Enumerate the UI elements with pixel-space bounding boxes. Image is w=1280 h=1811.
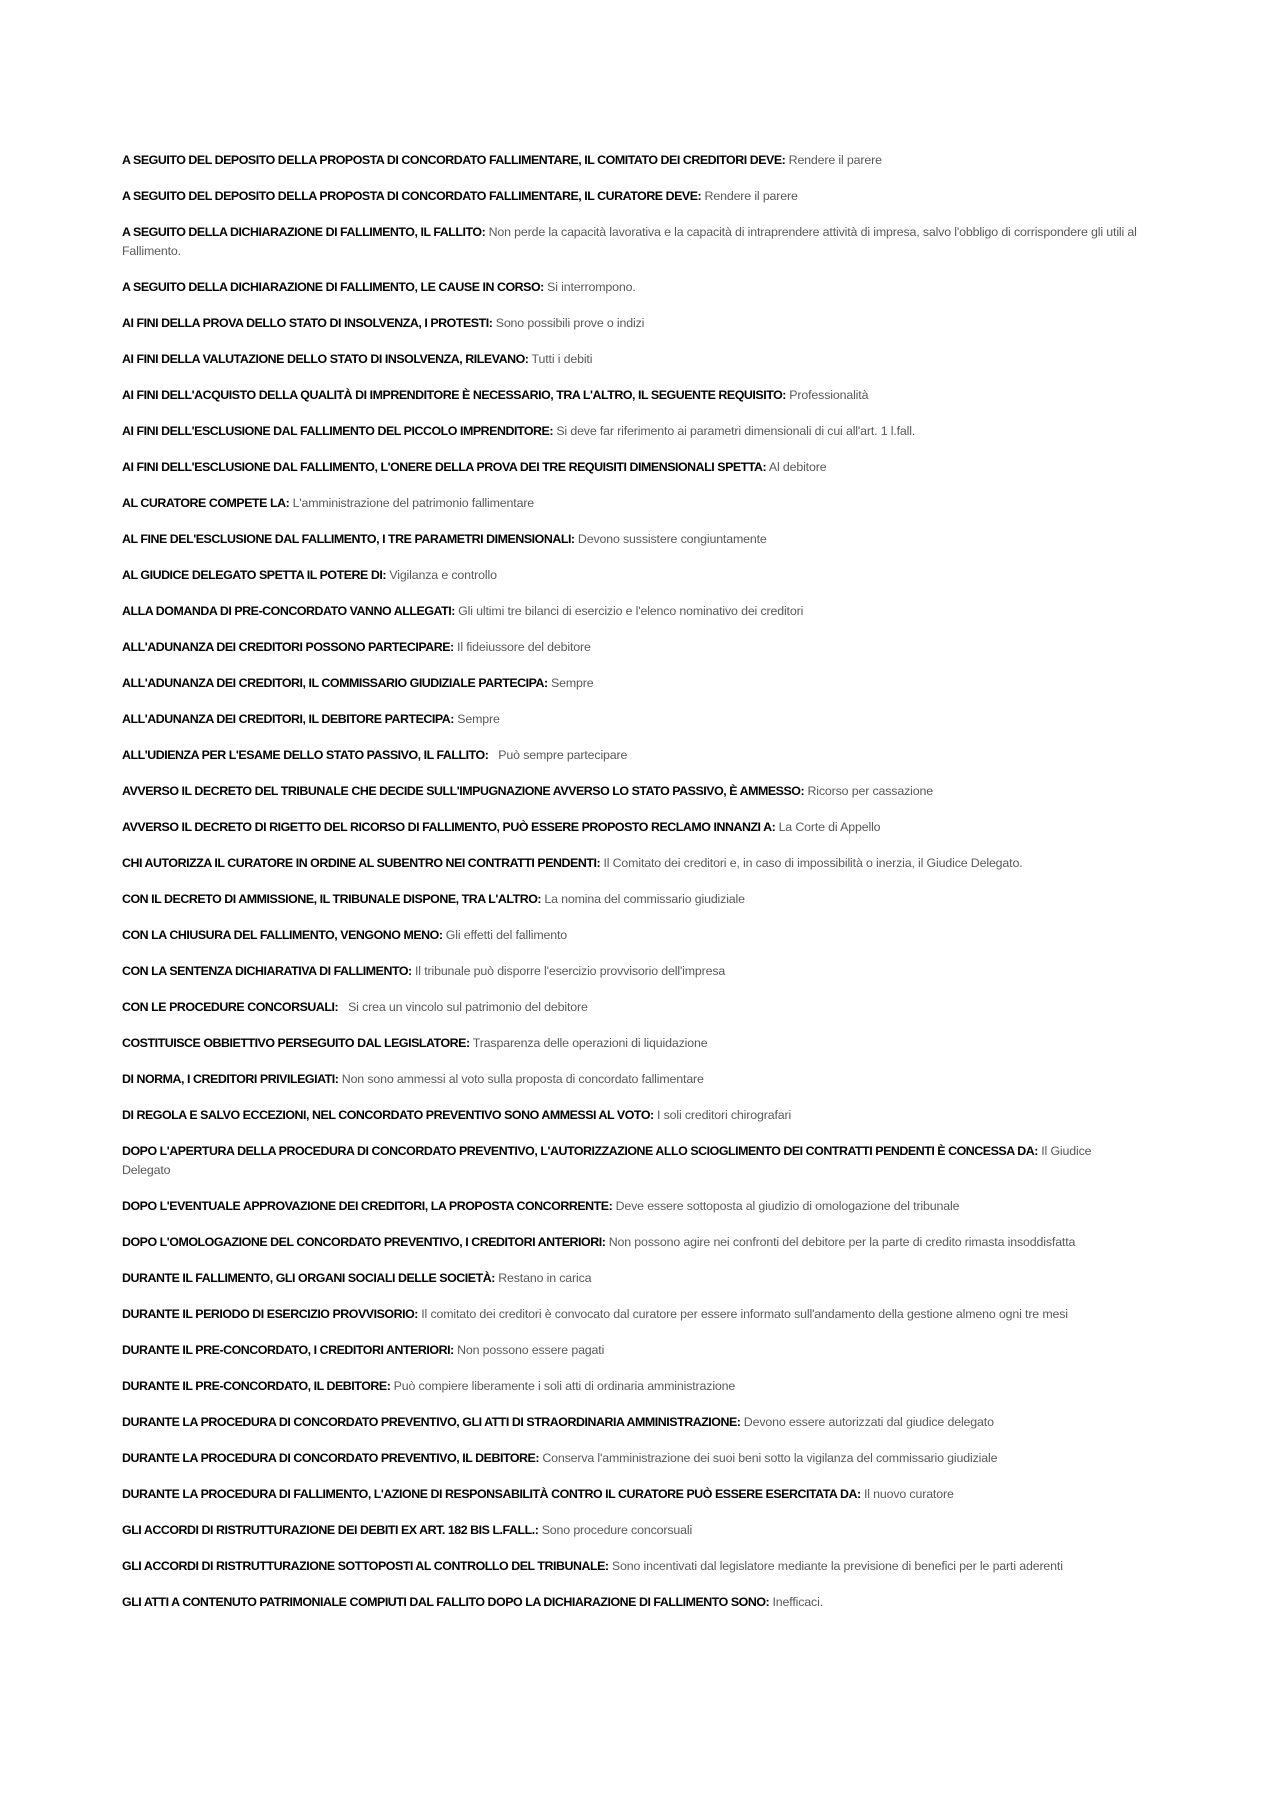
answer-text: Inefficaci.	[772, 1595, 823, 1609]
question-text: A SEGUITO DEL DEPOSITO DELLA PROPOSTA DI CONCORDATO FALLIMENTARE, IL COMITATO DEI CREDITORI DEVE:	[122, 153, 786, 167]
qa-entry	[122, 1305, 1140, 1324]
answer-text: Può compiere liberamente i soli atti di ordinaria amministrazione	[393, 1379, 736, 1393]
qa-entry	[122, 1593, 1140, 1612]
qa-entry	[122, 422, 1140, 441]
answer-text: I soli creditori chirografari	[657, 1108, 792, 1122]
answer-text: Non possono essere pagati	[457, 1343, 605, 1357]
question-text: GLI ATTI A CONTENUTO PATRIMONIALE COMPIUTI DAL FALLITO DOPO LA DICHIARAZIONE DI FALLIMENTO SONO:	[122, 1595, 770, 1609]
qa-entry	[122, 1413, 1140, 1432]
qa-entry	[122, 638, 1140, 657]
question-text: DI NORMA, I CREDITORI PRIVILEGIATI:	[122, 1072, 339, 1086]
qa-entry	[122, 1034, 1140, 1053]
answer-text: Non perde la capacità lavorativa e la capacità di intraprendere attività di impresa, salvo l'obbligo di corrispondere gli utili al Fallimento.	[122, 225, 1141, 258]
qa-entry	[122, 314, 1140, 333]
answer-text: La Corte di Appello	[778, 820, 881, 834]
qa-entry	[122, 746, 1140, 765]
answer-text: Gli ultimi tre bilanci di esercizio e l'elenco nominativo dei creditori	[458, 604, 804, 618]
question-text: AI FINI DELLA VALUTAZIONE DELLO STATO DI INSOLVENZA, RILEVANO:	[122, 352, 529, 366]
qa-entry	[122, 1269, 1140, 1288]
question-text: CHI AUTORIZZA IL CURATORE IN ORDINE AL SUBENTRO NEI CONTRATTI PENDENTI:	[122, 856, 601, 870]
qa-entry	[122, 1557, 1140, 1576]
question-text: DURANTE LA PROCEDURA DI CONCORDATO PREVENTIVO, IL DEBITORE:	[122, 1451, 540, 1465]
question-text: COSTITUISCE OBBIETTIVO PERSEGUITO DAL LEGISLATORE:	[122, 1036, 470, 1050]
answer-text: Devono sussistere congiuntamente	[577, 532, 767, 546]
qa-entry	[122, 926, 1140, 945]
answer-text: Al debitore	[768, 460, 827, 474]
qa-entry	[122, 1142, 1140, 1180]
qa-entry	[122, 151, 1140, 170]
question-text: CON LA CHIUSURA DEL FALLIMENTO, VENGONO MENO:	[122, 928, 443, 942]
answer-text: Sempre	[551, 676, 594, 690]
question-text: DURANTE IL PERIODO DI ESERCIZIO PROVVISORIO:	[122, 1307, 418, 1321]
answer-text: Si deve far riferimento ai parametri dimensionali di cui all'art. 1 l.fall.	[556, 424, 916, 438]
qa-entry	[122, 494, 1140, 513]
answer-text: Tutti i debiti	[531, 352, 593, 366]
qa-entry	[122, 998, 1140, 1017]
question-text: A SEGUITO DELLA DICHIARAZIONE DI FALLIMENTO, LE CAUSE IN CORSO:	[122, 280, 544, 294]
answer-text: L'amministrazione del patrimonio fallimentare	[292, 496, 535, 510]
qa-list	[122, 151, 1140, 1612]
answer-text: Il fideiussore del debitore	[457, 640, 591, 654]
qa-entry	[122, 1341, 1140, 1360]
answer-text: Il Giudice Delegato	[122, 1144, 1095, 1177]
answer-text: Non possono agire nei confronti del debitore per la parte di credito rimasta insoddisfatta	[608, 1235, 1076, 1249]
qa-entry	[122, 1377, 1140, 1396]
question-text: DURANTE LA PROCEDURA DI FALLIMENTO, L'AZIONE DI RESPONSABILITÀ CONTRO IL CURATORE PUÒ ESSERE ESERCITATA DA:	[122, 1487, 861, 1501]
question-text: DURANTE LA PROCEDURA DI CONCORDATO PREVENTIVO, GLI ATTI DI STRAORDINARIA AMMINISTRAZIONE:	[122, 1415, 741, 1429]
qa-entry	[122, 1233, 1140, 1252]
qa-entry	[122, 782, 1140, 801]
answer-text: Sono incentivati dal legislatore mediante la previsione di benefici per le parti aderenti	[611, 1559, 1063, 1573]
answer-text: Il comitato dei creditori è convocato dal curatore per essere informato sull'andamento della gestione almeno ogni tre mesi	[421, 1307, 1068, 1321]
answer-text: Rendere il parere	[704, 189, 798, 203]
question-text: ALL'ADUNANZA DEI CREDITORI, IL COMMISSARIO GIUDIZIALE PARTECIPA:	[122, 676, 548, 690]
question-text: AL GIUDICE DELEGATO SPETTA IL POTERE DI:	[122, 568, 387, 582]
question-text: AVVERSO IL DECRETO DI RIGETTO DEL RICORSO DI FALLIMENTO, PUÒ ESSERE PROPOSTO RECLAMO INNANZI A:	[122, 820, 776, 834]
answer-text: Sono possibili prove o indizi	[495, 316, 645, 330]
qa-entry	[122, 1485, 1140, 1504]
answer-text: Vigilanza e controllo	[389, 568, 497, 582]
answer-text: Devono essere autorizzati dal giudice delegato	[743, 1415, 994, 1429]
answer-text: Il Comitato dei creditori e, in caso di impossibilità o inerzia, il Giudice Delegato.	[603, 856, 1023, 870]
answer-text: Restano in carica	[498, 1271, 592, 1285]
question-text: CON LE PROCEDURE CONCORSUALI:	[122, 1000, 339, 1014]
question-text: ALL'ADUNANZA DEI CREDITORI POSSONO PARTECIPARE:	[122, 640, 454, 654]
question-text: A SEGUITO DELLA DICHIARAZIONE DI FALLIMENTO, IL FALLITO:	[122, 225, 486, 239]
answer-text: Deve essere sottoposta al giudizio di omologazione del tribunale	[615, 1199, 960, 1213]
question-text: ALL'ADUNANZA DEI CREDITORI, IL DEBITORE PARTECIPA:	[122, 712, 454, 726]
answer-text: Il nuovo curatore	[863, 1487, 954, 1501]
qa-entry	[122, 710, 1140, 729]
qa-entry	[122, 1197, 1140, 1216]
question-text: AI FINI DELL'ESCLUSIONE DAL FALLIMENTO DEL PICCOLO IMPRENDITORE:	[122, 424, 554, 438]
question-text: DOPO L'EVENTUALE APPROVAZIONE DEI CREDITORI, LA PROPOSTA CONCORRENTE:	[122, 1199, 613, 1213]
question-text: DURANTE IL PRE-CONCORDATO, I CREDITORI ANTERIORI:	[122, 1343, 454, 1357]
answer-text: Il tribunale può disporre l'esercizio provvisorio dell'impresa	[415, 964, 726, 978]
question-text: AI FINI DELL'ACQUISTO DELLA QUALITÀ DI IMPRENDITORE È NECESSARIO, TRA L'ALTRO, IL SEGUENTE REQUISITO:	[122, 388, 786, 402]
question-text: CON IL DECRETO DI AMMISSIONE, IL TRIBUNALE DISPONE, TRA L'ALTRO:	[122, 892, 542, 906]
question-text: AVVERSO IL DECRETO DEL TRIBUNALE CHE DECIDE SULL'IMPUGNAZIONE AVVERSO LO STATO PASSIVO, È AMMESSO:	[122, 784, 805, 798]
question-text: AI FINI DELLA PROVA DELLO STATO DI INSOLVENZA, I PROTESTI:	[122, 316, 493, 330]
question-text: AL CURATORE COMPETE LA:	[122, 496, 290, 510]
answer-text: Sempre	[457, 712, 500, 726]
answer-text: Gli effetti del fallimento	[445, 928, 568, 942]
qa-entry	[122, 854, 1140, 873]
answer-text: Può sempre partecipare	[491, 748, 628, 762]
qa-entry	[122, 566, 1140, 585]
question-text: AI FINI DELL'ESCLUSIONE DAL FALLIMENTO, L'ONERE DELLA PROVA DEI TRE REQUISITI DIMENSIONALI SPETTA:	[122, 460, 767, 474]
qa-entry	[122, 818, 1140, 837]
qa-entry	[122, 890, 1140, 909]
qa-entry	[122, 458, 1140, 477]
qa-entry	[122, 1070, 1140, 1089]
qa-entry	[122, 962, 1140, 981]
answer-text: Rendere il parere	[788, 153, 882, 167]
question-text: DI REGOLA E SALVO ECCEZIONI, NEL CONCORDATO PREVENTIVO SONO AMMESSI AL VOTO:	[122, 1108, 654, 1122]
question-text: ALL'UDIENZA PER L'ESAME DELLO STATO PASSIVO, IL FALLITO:	[122, 748, 489, 762]
qa-entry	[122, 1521, 1140, 1540]
answer-text: Si crea un vincolo sul patrimonio del debitore	[341, 1000, 588, 1014]
answer-text: Conserva l'amministrazione dei suoi beni sotto la vigilanza del commissario giudiziale	[542, 1451, 998, 1465]
qa-entry	[122, 187, 1140, 206]
answer-text: Trasparenza delle operazioni di liquidazione	[472, 1036, 708, 1050]
question-text: ALLA DOMANDA DI PRE-CONCORDATO VANNO ALLEGATI:	[122, 604, 455, 618]
qa-entry	[122, 278, 1140, 297]
qa-entry	[122, 674, 1140, 693]
qa-entry	[122, 602, 1140, 621]
question-text: DURANTE IL PRE-CONCORDATO, IL DEBITORE:	[122, 1379, 391, 1393]
answer-text: La nomina del commissario giudiziale	[544, 892, 745, 906]
qa-entry	[122, 223, 1140, 261]
question-text: DURANTE IL FALLIMENTO, GLI ORGANI SOCIALI DELLE SOCIETÀ:	[122, 1271, 495, 1285]
question-text: GLI ACCORDI DI RISTRUTTURAZIONE SOTTOPOSTI AL CONTROLLO DEL TRIBUNALE:	[122, 1559, 609, 1573]
question-text: CON LA SENTENZA DICHIARATIVA DI FALLIMENTO:	[122, 964, 412, 978]
qa-entry	[122, 1449, 1140, 1468]
question-text: DOPO L'APERTURA DELLA PROCEDURA DI CONCORDATO PREVENTIVO, L'AUTORIZZAZIONE ALLO SCIOGLIMENTO DEI CONTRATTI PENDENTI È CONCESSA DA:	[122, 1144, 1038, 1158]
answer-text: Si interrompono.	[547, 280, 636, 294]
qa-entry	[122, 350, 1140, 369]
qa-entry	[122, 1106, 1140, 1125]
question-text: GLI ACCORDI DI RISTRUTTURAZIONE DEI DEBITI EX ART. 182 BIS L.FALL.:	[122, 1523, 539, 1537]
qa-entry	[122, 530, 1140, 549]
question-text: AL FINE DEL'ESCLUSIONE DAL FALLIMENTO, I TRE PARAMETRI DIMENSIONALI:	[122, 532, 575, 546]
qa-entry	[122, 386, 1140, 405]
question-text: DOPO L'OMOLOGAZIONE DEL CONCORDATO PREVENTIVO, I CREDITORI ANTERIORI:	[122, 1235, 606, 1249]
answer-text: Sono procedure concorsuali	[541, 1523, 693, 1537]
answer-text: Ricorso per cassazione	[807, 784, 933, 798]
answer-text: Professionalità	[789, 388, 869, 402]
question-text: A SEGUITO DEL DEPOSITO DELLA PROPOSTA DI CONCORDATO FALLIMENTARE, IL CURATORE DEVE:	[122, 189, 702, 203]
answer-text: Non sono ammessi al voto sulla proposta di concordato fallimentare	[341, 1072, 704, 1086]
